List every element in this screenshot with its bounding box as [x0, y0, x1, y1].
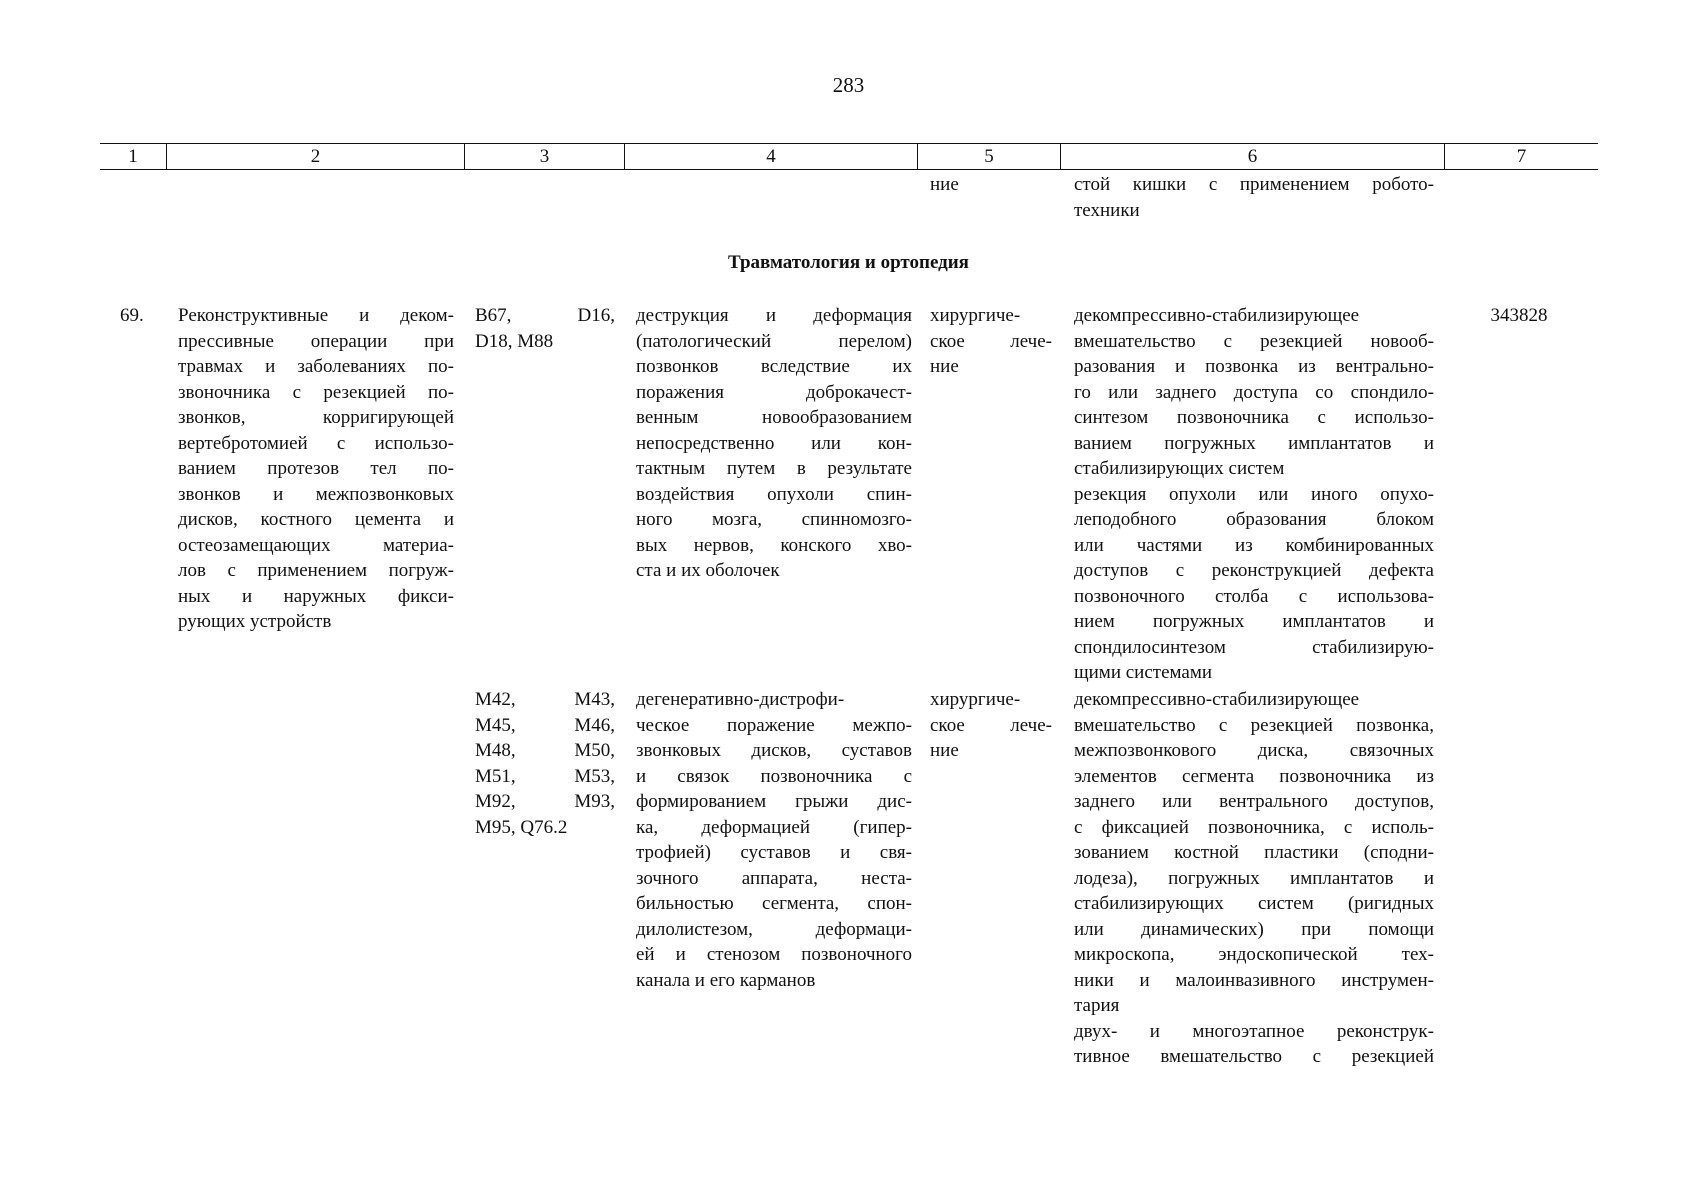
text-line: декомпрессивно-стабилизирующее [1074, 305, 1360, 326]
text-line: позвонков вследствие их [636, 356, 912, 377]
row2-codes [475, 687, 615, 840]
text-line: и связок позвоночника с [636, 765, 912, 787]
text-line: леподобного образования блоком [1074, 509, 1434, 530]
row1-method [1074, 303, 1434, 686]
text-line: синтезом позвоночника с использо- [1074, 407, 1434, 428]
text-line: спондилосинтезом стабилизирую- [1074, 636, 1434, 658]
text-line: травмах и заболеваниях по- [178, 356, 454, 377]
table-header-row [100, 143, 1598, 170]
continuation-treatment [930, 172, 1060, 198]
text-line: D18, M88 [475, 330, 554, 352]
page-number: 283 [832, 73, 865, 97]
text-line: звоночника с резекцией по- [178, 381, 454, 403]
text-line: дисков, костного цемента и [178, 509, 454, 530]
entry-number: 69. [120, 305, 144, 326]
text-line: дилолистезом, деформаци- [636, 918, 912, 940]
text-line: ческое поражение межпо- [636, 714, 912, 736]
text-line: рующих устройств [178, 611, 332, 632]
text-line: стабилизирующих систем (ригидных [1074, 893, 1434, 914]
text-line: бильностью сегмента, спон- [636, 893, 912, 914]
text-line: техники [1074, 199, 1140, 221]
text-line: вертебротомией с использо- [178, 432, 454, 454]
text-line: нием погружных имплантатов и [1074, 611, 1434, 632]
text-line: венным новообразованием [636, 407, 912, 428]
text-line: прессивные операции при [178, 330, 454, 352]
text-line: M51, M53, [475, 765, 615, 787]
text-line: ста и их оболочек [636, 560, 780, 581]
header-col-6: 6 [1060, 144, 1444, 169]
text-line: деструкция и деформация [636, 305, 912, 326]
text-line: остеозамещающих материа- [178, 534, 454, 556]
text-line: ние [930, 740, 959, 761]
text-line: формированием грыжи дис- [636, 791, 912, 812]
text-line: M95, Q76.2 [475, 816, 568, 838]
text-line: микроскопа, эндоскопической тех- [1074, 944, 1434, 965]
text-line: стабилизирующих систем [1074, 458, 1285, 479]
text-line: зованием костной пластики (сподни- [1074, 842, 1434, 863]
text-line: трофией) суставов и свя- [636, 842, 912, 863]
text-line: ние [930, 356, 959, 377]
text-line: межпозвонкового диска, связочных [1074, 740, 1434, 761]
text-line: вмешательство с резекцией новооб- [1074, 330, 1434, 352]
text-line: доступов с реконструкцией дефекта [1074, 560, 1434, 581]
text-line: го или заднего доступа со спондило- [1074, 381, 1434, 403]
text-line: вых нервов, конского хво- [636, 534, 912, 556]
text-line: хирургиче- [930, 305, 1021, 326]
text-line: лодеза), погружных имплантатов и [1074, 867, 1434, 889]
text-line: или частями из комбинированных [1074, 534, 1434, 556]
text-line: M42, M43, [475, 689, 615, 710]
entry-cost: 343828 [1490, 305, 1548, 326]
text-line: стой кишки с применением робото- [1074, 174, 1434, 195]
header-col-4: 4 [624, 144, 917, 169]
text-line: M92, M93, [475, 791, 615, 812]
text-line: ка, деформацией (гипер- [636, 816, 912, 838]
text-line: канала и его карманов [636, 969, 816, 991]
text-line: тария [1074, 995, 1120, 1016]
text-line: тактным путем в результате [636, 458, 912, 479]
text-line: ники и малоинвазивного инструмен- [1074, 969, 1434, 991]
text-line: заднего или вентрального доступов, [1074, 791, 1434, 812]
text-line: звонковых дисков, суставов [636, 740, 912, 761]
text-line: непосредственно или кон- [636, 432, 912, 454]
text-line: звонков, корригирующей [178, 407, 454, 428]
text-line: двух- и многоэтапное реконструк- [1074, 1020, 1434, 1042]
header-col-7: 7 [1444, 144, 1598, 169]
text-line: тивное вмешательство с резекцией [1074, 1046, 1434, 1067]
text-line: хирургиче- [930, 689, 1021, 710]
text-line: звонков и межпозвонковых [178, 483, 454, 505]
text-line: щими системами [1074, 662, 1213, 683]
text-line: ванием протезов тел по- [178, 458, 454, 479]
entry-name [178, 303, 454, 635]
header-col-3: 3 [464, 144, 624, 169]
row1-codes [475, 303, 615, 354]
text-line: B67, D16, [475, 305, 615, 326]
text-line: лов с применением погруж- [178, 560, 454, 581]
text-line: ское лече- [930, 330, 1052, 352]
text-line: резекция опухоли или иного опухо- [1074, 483, 1434, 505]
text-line: M45, M46, [475, 714, 615, 736]
row1-model [636, 303, 912, 584]
text-line: ние [930, 174, 959, 195]
text-line: поражения доброкачест- [636, 381, 912, 403]
text-line: ское лече- [930, 714, 1052, 736]
row2-treatment [930, 687, 1052, 764]
row1-treatment [930, 303, 1052, 380]
text-line: ванием погружных имплантатов и [1074, 432, 1434, 454]
text-line: ного мозга, спинномозго- [636, 509, 912, 530]
continuation-method [1074, 172, 1434, 223]
row2-model [636, 687, 912, 993]
text-line: (патологический перелом) [636, 330, 912, 352]
text-line: воздействия опухоли спин- [636, 483, 912, 505]
text-line: с фиксацией позвоночника, с исполь- [1074, 816, 1434, 838]
row2-method [1074, 687, 1434, 1070]
header-col-5: 5 [917, 144, 1060, 169]
text-line: M48, M50, [475, 740, 615, 761]
text-line: декомпрессивно-стабилизирующее [1074, 689, 1360, 710]
text-line: ных и наружных фикси- [178, 585, 454, 607]
header-col-1: 1 [128, 146, 138, 167]
text-line: элементов сегмента позвоночника из [1074, 765, 1434, 787]
text-line: позвоночного столба с использова- [1074, 585, 1434, 607]
text-line: или динамических) при помощи [1074, 918, 1434, 940]
header-col-2: 2 [166, 144, 464, 169]
text-line: разования и позвонка из вентрально- [1074, 356, 1434, 377]
text-line: ей и стенозом позвоночного [636, 944, 912, 965]
text-line: вмешательство с резекцией позвонка, [1074, 714, 1434, 736]
section-title: Травматология и ортопедия [728, 252, 969, 273]
text-line: зочного аппарата, неста- [636, 867, 912, 889]
text-line: дегенеративно-дистрофи- [636, 689, 845, 710]
text-line: Реконструктивные и деком- [178, 305, 454, 326]
